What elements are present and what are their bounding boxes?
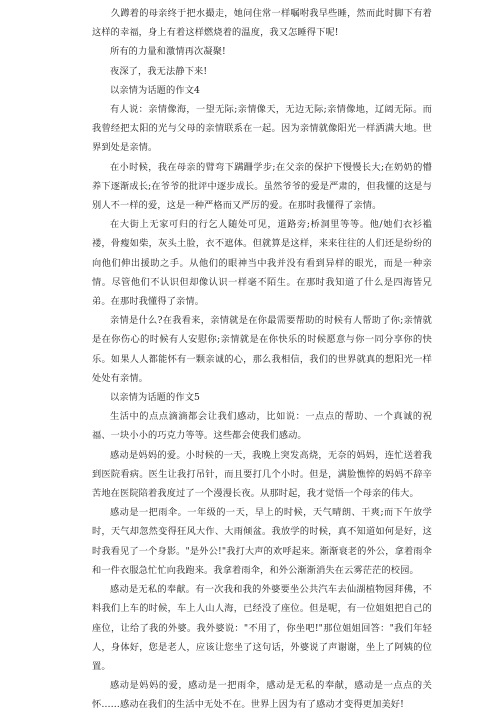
paragraph: 夜深了，我无法静下来! <box>110 65 208 77</box>
paragraph: 有人说：亲情像海，一望无际;亲情像天，无边无际;亲情像地，辽阔无际。而我曾经把太阳的光与父母的亲情联系在一起。因为亲情就像阳光一样洒满大地。世界到处是亲情。 <box>92 104 432 154</box>
paragraph: 感动是妈妈的爱。小时候的一天，我晚上突发高烧，无奈的妈妈，连忙送着我到医院看病。医生让我打吊针，而且要打几个小时。但是，满脸憔悴的妈妈不辞辛苦地在医院陪着我度过了一个漫漫长夜。从那时起，我才觉悟一个母亲的伟大。 <box>92 449 432 500</box>
paragraph: 感动是无私的奉献。有一次我和我的外婆要坐公共汽车去仙湖植物园拜佛，不料我们上车的时候，车上人山人海，已经没了座位。但是呢，有一位姐姐把自己的座位，让给了我的外婆。我外婆说："不用了，你坐吧!"那位姐姐回答："我们年轻人，身体好，您是老人，应该让您坐了这句话，外婆说了声谢谢，坐上了阿姨的位置。 <box>92 584 432 672</box>
paragraph: 生活中的点点滴滴都会让我们感动，比如说：一点点的帮助、一个真诚的祝福、一块小小的巧克力等等。这些都会使我们感动。 <box>92 411 432 442</box>
section-heading: 以亲情为话题的作文4 <box>110 84 201 96</box>
paragraph: 亲情是什么?在我看来，亲情就是在你最需要帮助的时候有人帮助了你;亲情就是在你伤心的时候有人安慰你;亲情就是在你快乐的时候愿意与你一同分享你的快乐。如果人人都能怀有一颗亲诚的心，那么我相信，我们的世界就真的想阳光一样处处有亲情。 <box>92 315 432 384</box>
paragraph: 在小时候，我在母亲的臂弯下蹒跚学步;在父亲的保护下慢慢长大;在奶奶的懵养下逐渐成长;在爷爷的批评中逐步成长。虽然爷爷的爱是严肃的，但我懂的这是与别人不一样的爱，这是一种严格而又严厉的爱。在那时我懂得了亲情。 <box>92 161 432 212</box>
paragraph: 所有的力量和激情再次凝聚! <box>110 46 226 58</box>
paragraph: 在大街上无家可归的行乞人随处可见，道路旁;桥洞里等等。他/她们衣衫褴褛，骨瘦如柴，灰头土脸，衣不遮体。但就算是这样，来来往往的人们还是纷纷的向他们伸出援助之手。从他们的眼神当中我并没有看到异样的眼光，而是一种亲情。尽管他们不认识但却像认识一样毫不陌生。在那时我知道了什么是四海皆兄弟。在那时我懂得了亲情。 <box>92 219 432 308</box>
paragraph: 感动是一把雨伞。一年级的一天，早上的时候，天气晴朗、干爽;而下午放学时，天气却忽然变得狂风大作、大雨倾盆。我放学的时候，真不知道如何是好，这时我看见了一个身影。"是外公!"我打大声的欢呼起来。渐渐衰老的外公，拿着雨伞和一件衣服急忙忙向我跑来。我拿着雨伞，和外公渐渐消失在云雾茫茫的校园。 <box>92 507 432 576</box>
section-heading: 以亲情为话题的作文5 <box>110 392 201 404</box>
paragraph-intro-continuation: 久蹲着的母亲终于把水撮走，她问住常一样嘱咐我早些睡，然而此时脚下有着这样的幸福，身上有着这样燃烧着的温度，我又怎睡得下呢! <box>92 8 432 39</box>
paragraph: 感动是妈妈的爱，感动是一把雨伞，感动是无私的奉献，感动是一点点的关怀……感动在我们的生活中无处不在。世界上因为有了感动才变得更加美好! <box>92 680 432 711</box>
